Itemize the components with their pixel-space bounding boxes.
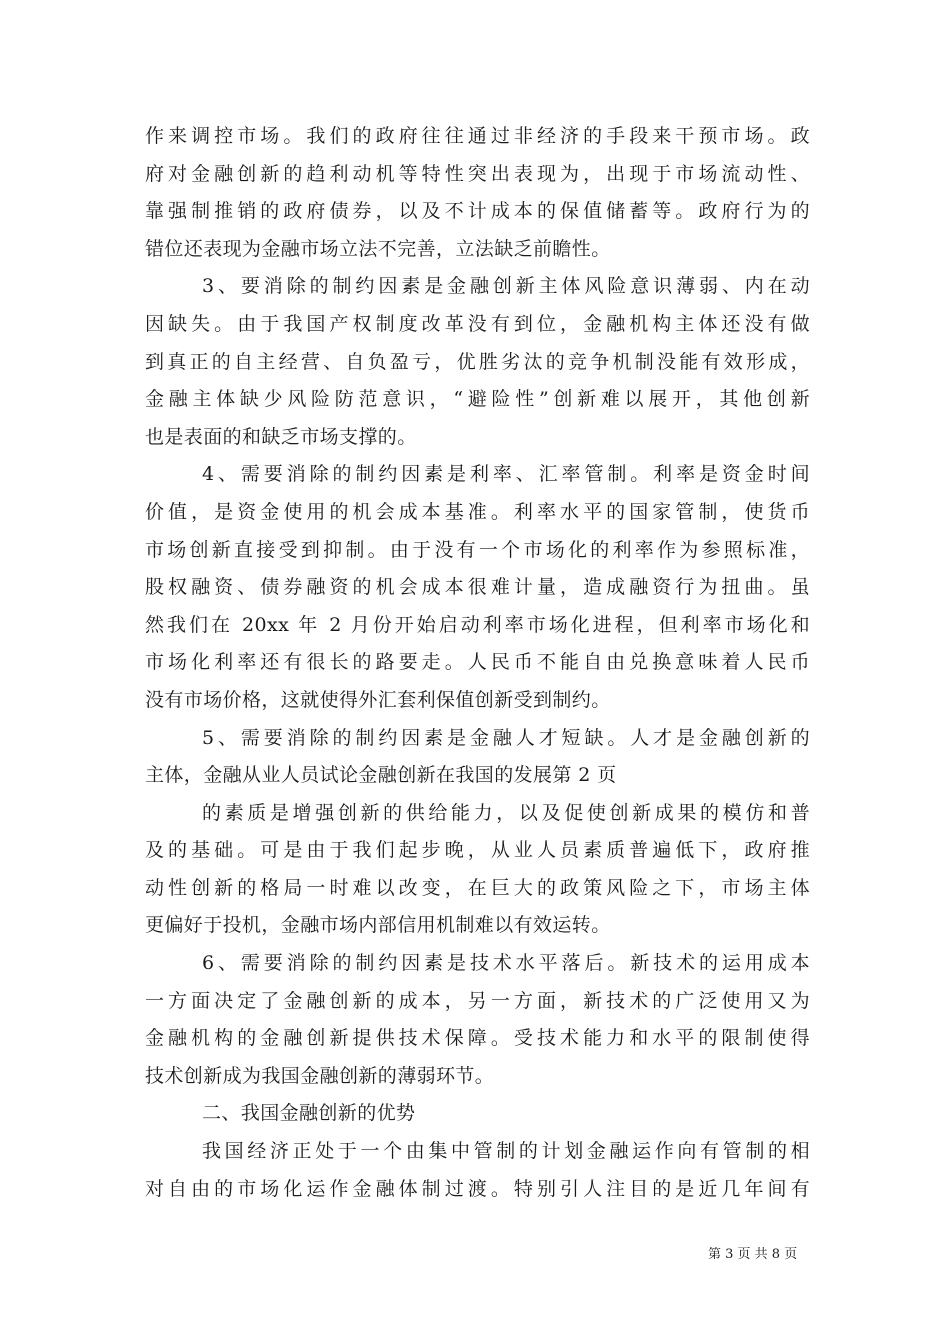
text-line: 靠强制推销的政府债券，以及不计成本的保值储蓄等。政府行为的 (145, 200, 810, 223)
text-line: 6、需要消除的制约因素是技术水平落后。新技术的运用成本 (202, 952, 810, 975)
text-line: 动性创新的格局一时难以改变，在巨大的政策风险之下，市场主体 (145, 876, 810, 899)
text-line: 及的基础。可是由于我们起步晚，从业人员素质普遍低下，政府推 (145, 839, 810, 862)
text-line: 股权融资、债券融资的机会成本很难计量，造成融资行为扭曲。虽 (145, 576, 810, 599)
text-line: 金融机构的金融创新提供技术保障。受技术能力和水平的限制使得 (145, 1027, 810, 1050)
text-line: 因缺失。由于我国产权制度改革没有到位，金融机构主体还没有做 (145, 312, 810, 335)
text-line: 4、需要消除的制约因素是利率、汇率管制。利率是资金时间 (202, 463, 810, 486)
text-line: 更偏好于投机，金融市场内部信用机制难以有效运转。 (145, 914, 611, 937)
text-line: 3、要消除的制约因素是金融创新主体风险意识薄弱、内在动 (202, 275, 810, 298)
text-line: 一方面决定了金融创新的成本，另一方面，新技术的广泛使用又为 (145, 989, 810, 1012)
text-line: 作来调控市场。我们的政府往往通过非经济的手段来干预市场。政 (145, 125, 810, 147)
text-line: 主体，金融从业人员试论金融创新在我国的发展第 2 页 (145, 764, 617, 787)
text-line: 到真正的自主经营、自负盈亏，优胜劣汰的竞争机制没能有效形成， (145, 350, 810, 373)
text-line: 没有市场价格，这就使得外汇套利保值创新受到制约。 (145, 688, 611, 711)
text-line: 错位还表现为金融市场立法不完善，立法缺乏前瞻性。 (145, 237, 611, 260)
text-line: 市场创新直接受到抑制。由于没有一个市场化的利率作为参照标准， (145, 538, 810, 561)
text-line: 金融主体缺少风险防范意识，“避险性”创新难以展开，其他创新 (145, 388, 810, 411)
document-body (145, 118, 810, 1208)
text-line: 府对金融创新的趋利动机等特性突出表现为，出现于市场流动性、 (145, 162, 810, 185)
page-footer: 第 3 页 共 8 页 (708, 1247, 798, 1262)
text-line: 二、我国金融创新的优势 (202, 1102, 416, 1125)
text-line: 市场化利率还有很长的路要走。人民币不能自由兑换意味着人民币 (145, 651, 810, 674)
text-line: 对自由的市场化运作金融体制过渡。特别引人注目的是近几年间有 (145, 1177, 810, 1200)
text-line: 的素质是增强创新的供给能力，以及促使创新成果的模仿和普 (202, 801, 810, 824)
text-line: 价值，是资金使用的机会成本基准。利率水平的国家管制，使货币 (145, 500, 810, 523)
text-line: 也是表面的和缺乏市场支撑的。 (145, 425, 417, 448)
text-line: 我国经济正处于一个由集中管制的计划金融运作向有管制的相 (202, 1140, 810, 1163)
text-line: 5、需要消除的制约因素是金融人才短缺。人才是金融创新的 (202, 726, 810, 749)
text-line: 然我们在 20xx 年 2 月份开始启动利率市场化进程，但利率市场化和 (145, 613, 810, 636)
text-line: 技术创新成为我国金融创新的薄弱环节。 (145, 1064, 495, 1087)
